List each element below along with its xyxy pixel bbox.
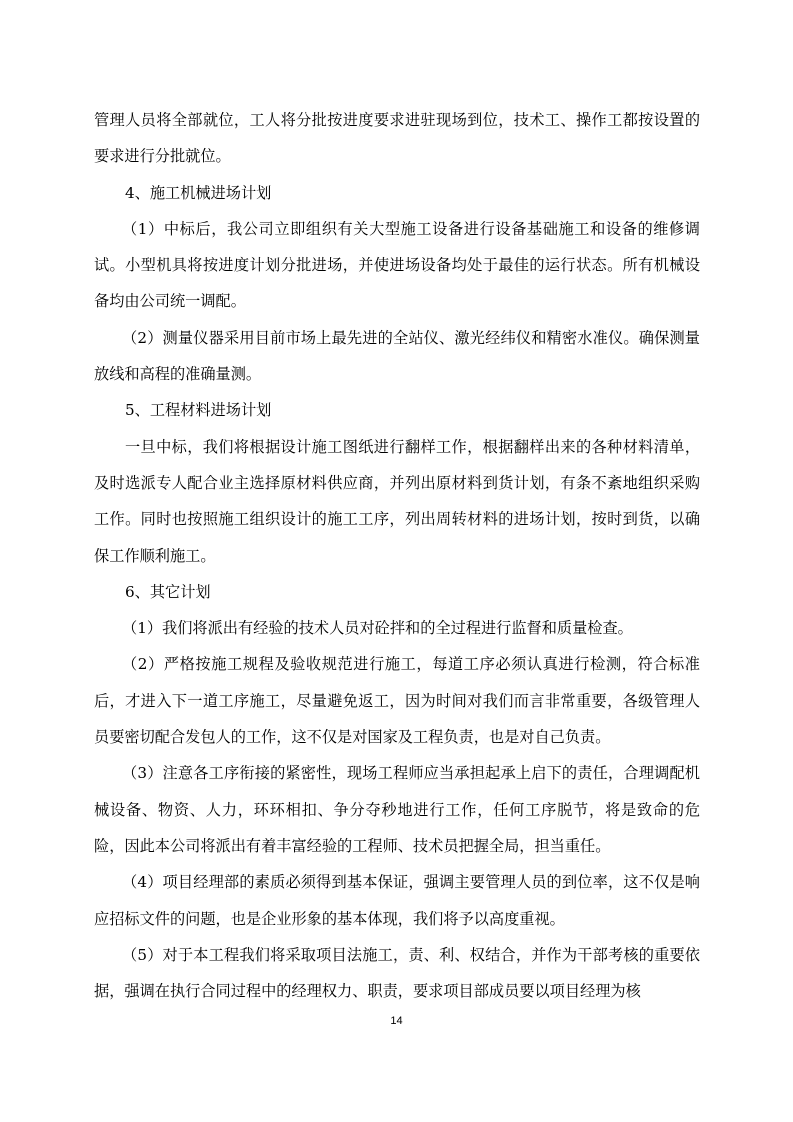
paragraph-other-2: （2）严格按施工规程及验收规范进行施工，每道工序必须认真进行检测，符合标准后，才进入下一道工序施工，尽量避免返工，因为时间对我们而言非常重要，各级管理人员要密切配合发包人的工作，这不仅是对国家及工程负责，也是对自己负责。 bbox=[94, 655, 700, 747]
document-body bbox=[94, 102, 700, 1009]
paragraph-personnel-continued: 管理人员将全部就位，工人将分批按进度要求进驻现场到位，技术工、操作工都按设置的要求进行分批就位。 bbox=[94, 111, 700, 166]
paragraph-other-5: （5）对于本工程我们将采取项目法施工，责、利、权结合，并作为干部考核的重要依据，强调在执行合同过程中的经理权力、职责，要求项目部成员要以项目经理为核 bbox=[94, 945, 700, 1001]
paragraph-machinery-1: （1）中标后，我公司立即组织有关大型施工设备进行设备基础施工和设备的维修调试。小型机具将按进度计划分批进场，并使进场设备均处于最佳的运行状态。所有机械设备均由公司统一调配。 bbox=[94, 219, 700, 311]
heading-machinery-plan: 4、施工机械进场计划 bbox=[125, 183, 272, 202]
heading-other-plans: 6、其它计划 bbox=[125, 582, 211, 601]
paragraph-materials: 一旦中标，我们将根据设计施工图纸进行翻样工作，根据翻样出来的各种材料清单，及时选派专人配合业主选择原材料供应商，并列出原材料到货计划，有条不紊地组织采购工作。同时也按照施工组织设计的施工工序，列出周转材料的进场计划，按时到货，以确保工作顺利施工。 bbox=[94, 437, 700, 565]
paragraph-other-4: （4）项目经理部的素质必须得到基本保证，强调主要管理人员的到位率，这不仅是响应招标文件的问题，也是企业形象的基本体现，我们将予以高度重视。 bbox=[94, 873, 700, 928]
paragraph-other-1: （1）我们将派出有经验的技术人员对砼拌和的全过程进行监督和质量检查。 bbox=[122, 619, 633, 638]
heading-materials-plan: 5、工程材料进场计划 bbox=[125, 401, 272, 420]
paragraph-machinery-2: （2）测量仪器采用目前市场上最先进的全站仪、激光经纬仪和精密水准仪。确保测量放线和高程的准确量测。 bbox=[94, 328, 700, 384]
paragraph-other-3: （3）注意各工序衔接的紧密性，现场工程师应当承担起承上启下的责任，合理调配机械设备、物资、人力，环环相扣、争分夺秒地进行工作，任何工序脱节，将是致命的危险，因此本公司将派出有着丰富经验的工程师、技术员把握全局，担当重任。 bbox=[94, 764, 700, 855]
page-number: 14 bbox=[390, 1015, 403, 1027]
